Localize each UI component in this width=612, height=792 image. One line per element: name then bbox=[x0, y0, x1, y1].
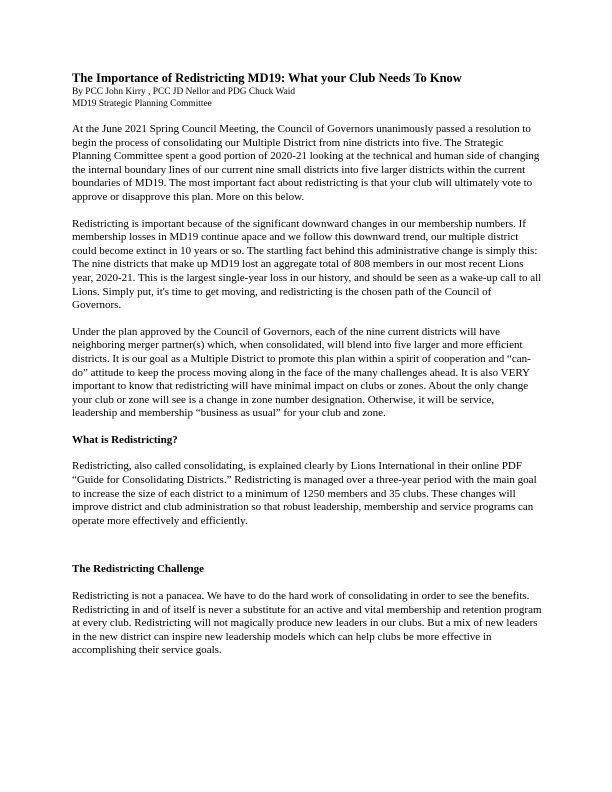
paragraph-redistricting-challenge: Redistricting is not a panacea. We have to do the hard work of consolidating in order to see the benefits. Redistricting in and of itself is never a substitute for an active and vital membership and retention program at every club. Redistricting will not magically produce new leaders in our clubs. But a mix of new leaders in the new district can inspire new leadership models which can help clubs be more effective in accomplishing their service goals. bbox=[72, 590, 542, 657]
paragraph-what-is-redistricting: Redistricting, also called consolidating, is explained clearly by Lions International in their online PDF “Guide for Consolidating Districts.” Redistricting is managed over a three-year period with the main goal to increase the size of each district to a minimum of 1250 members and 35 clubs. These changes will improve district and club administration so that robust leadership, membership and service programs can operate more effectively and efficiently. bbox=[72, 460, 537, 527]
document-byline: By PCC John Kirry , PCC JD Nellor and PDG Chuck Waid bbox=[72, 87, 296, 97]
paragraph-importance: Redistricting is important because of the significant downward changes in our membership numbers. If membership losses in MD19 continue apace and we follow this downward trend, our multiple district could become extinct in 10 years or so. The startling fact behind this administrative change is simply this: The nine districts that make up MD19 lost an aggregate total of 808 members in our most recent Lions year, 2020-21. This is the largest single-year loss in our history, and should be seen as a wake-up call to all Lions. Simply put, it's time to get moving, and redistricting is the chosen path of the Council of Governors. bbox=[72, 217, 542, 312]
paragraph-plan: Under the plan approved by the Council of Governors, each of the nine current districts will have neighboring merger partner(s) which, when consolidated, will blend into five larger and more efficient districts. It is our goal as a Multiple District to promote this plan within a spirit of cooperation and “can-do” attitude to keep the process moving along in the face of the many challenges ahead. It is also VERY important to know that redistricting will have minimal impact on clubs or zones. About the only change your club or zone will see is a change in zone number designation. Otherwise, it will be service, leadership and membership “business as usual” for your club and zone. bbox=[72, 325, 531, 420]
section-heading-redistricting-challenge: The Redistricting Challenge bbox=[72, 563, 204, 576]
paragraph-intro: At the June 2021 Spring Council Meeting, the Council of Governors unanimously passed a resolution to begin the process of consolidating our Multiple District from nine districts into five. The Strategic Planning Committee spent a good portion of 2020-21 looking at the technical and human side of changing the internal boundary lines of our current nine small districts into five larger districts within the current boundaries of MD19. The most important fact about redistricting is that your club will ultimately vote to approve or disapprove this plan. More on this below. bbox=[72, 123, 540, 203]
document-title: The Importance of Redistricting MD19: What your Club Needs To Know bbox=[72, 71, 462, 85]
document-page bbox=[72, 71, 542, 658]
section-heading-what-is-redistricting: What is Redistricting? bbox=[72, 433, 178, 446]
document-committee: MD19 Strategic Planning Committee bbox=[72, 99, 212, 109]
